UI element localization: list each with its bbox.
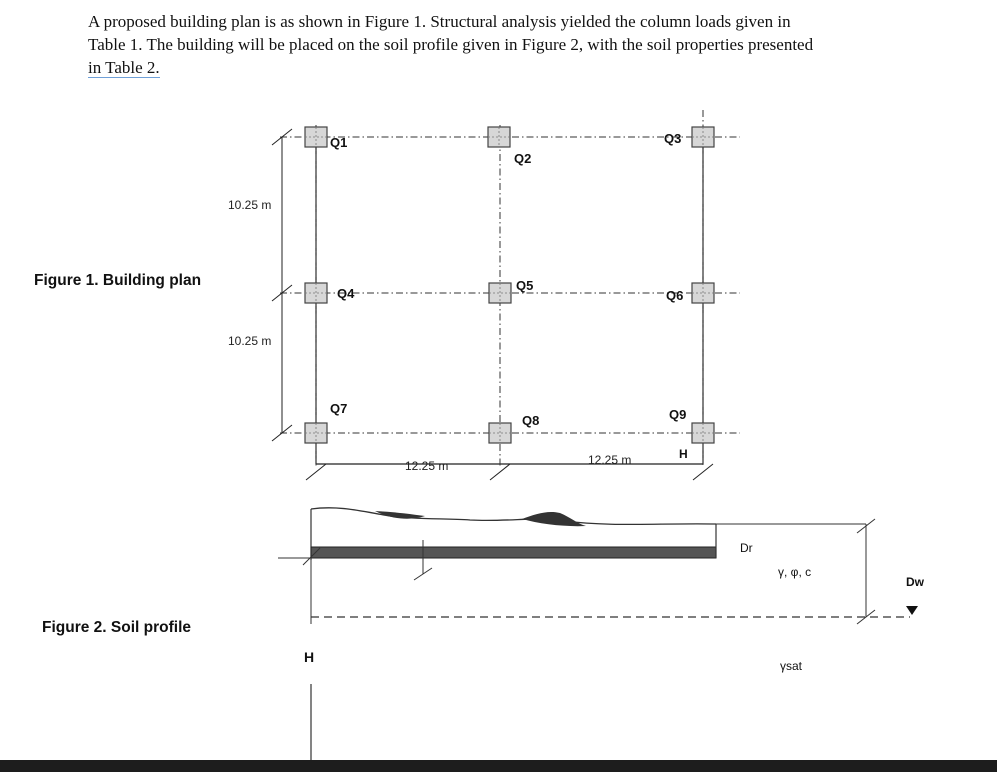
building-plan: [228, 110, 740, 480]
dim-vertical-top: 10.25 m: [228, 198, 272, 212]
label-q4: Q4: [337, 286, 355, 301]
soil-profile: [278, 508, 925, 760]
intro-line-3: in Table 2.: [88, 58, 160, 77]
label-q2: Q2: [514, 151, 532, 166]
label-q7: Q7: [330, 401, 348, 416]
label-q9: Q9: [669, 407, 687, 422]
water-depth-label: Dw: [906, 575, 924, 589]
soil-properties-label: γ, φ, c: [778, 565, 812, 579]
foundation-slab: [311, 547, 716, 558]
intro-line-2: Table 1. The building will be placed on the soil profile given in Figure 2, with the soil properties presented: [88, 35, 814, 54]
label-q5: Q5: [516, 278, 534, 293]
saturated-unit-weight-label: γsat: [780, 659, 803, 673]
label-q3: Q3: [664, 131, 682, 146]
label-q6: Q6: [666, 288, 684, 303]
label-q1: Q1: [330, 135, 348, 150]
dim-horizontal-right: 12.25 m: [588, 453, 632, 467]
figure-1-caption: Figure 1. Building plan: [34, 272, 202, 289]
figure-2-caption: Figure 2. Soil profile: [42, 619, 191, 636]
corner-label-h: H: [679, 447, 688, 461]
depth-label-h: H: [304, 649, 315, 665]
water-table-icon: [906, 606, 918, 615]
foundation-depth-label: Dr: [740, 541, 753, 555]
dim-vertical-bottom: 10.25 m: [228, 334, 272, 348]
dim-horizontal-left: 12.25 m: [405, 459, 449, 473]
bottom-bar: [0, 760, 997, 772]
intro-line-1: A proposed building plan is as shown in Figure 1. Structural analysis yielded the column loads given in: [88, 12, 791, 31]
label-q8: Q8: [522, 413, 540, 428]
